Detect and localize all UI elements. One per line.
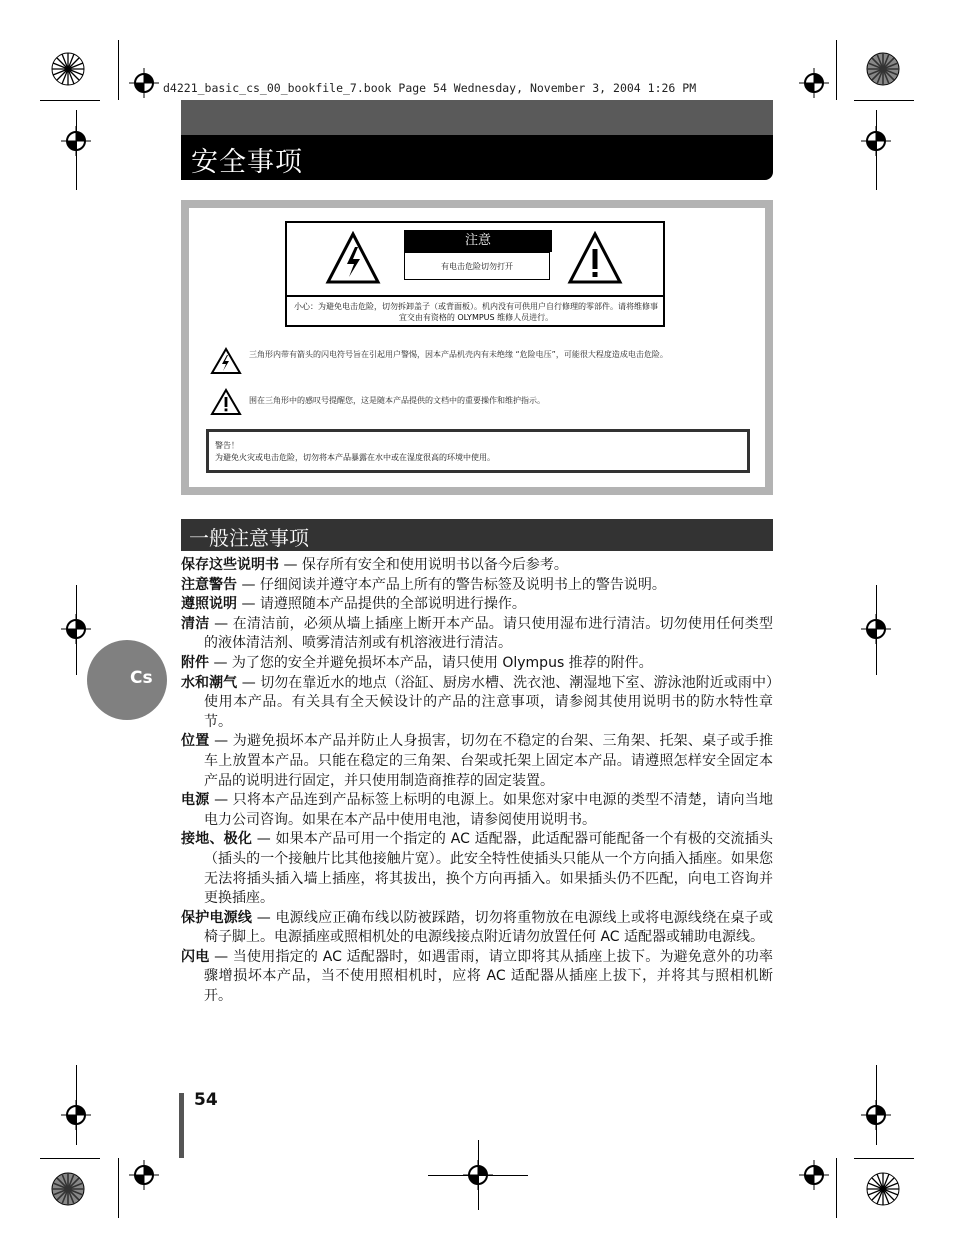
warning-box <box>206 429 750 473</box>
language-tab <box>87 640 167 720</box>
section-heading-band <box>181 519 773 551</box>
color-rosette-icon <box>866 1172 900 1206</box>
caution-note: 小心：为避免电击危险，切勿拆卸盖子（或背面板）。机内没有可供用户自行修理的零部件。请将维修事宜交由有资格的 OLYMPUS 维修人员进行。 <box>294 302 658 322</box>
item-text: — 切勿在靠近水的地点（浴缸、厨房水槽、洗衣池、潮湿地下室、游泳池附近或雨中）使用本产品。有关具有全天候设计的产品的注意事项，请参阅其使用说明书的防水特性章节。 <box>204 674 773 730</box>
list-item <box>181 791 773 830</box>
title-band-top <box>181 100 773 135</box>
language-code: Cs <box>130 668 153 688</box>
item-term: 注意警告 <box>181 576 237 593</box>
item-text: — 在清洁前，必须从墙上插座上断开本产品。请只使用湿布进行清洁。切勿使用任何类型的液体清洁剂、喷雾清洁剂或有机溶液进行清洁。 <box>204 615 774 652</box>
item-text: — 保存所有安全和使用说明书以备今后参考。 <box>279 557 568 573</box>
crop-mark <box>40 1158 100 1159</box>
list-item <box>181 576 773 596</box>
registration-mark-icon <box>799 1160 829 1190</box>
title-band <box>181 135 773 180</box>
list-item <box>181 909 773 948</box>
list-item <box>181 615 773 654</box>
crop-mark <box>836 1158 837 1218</box>
item-term: 接地、极化 <box>181 831 253 848</box>
item-text: — 仔细阅读并遵守本产品上所有的警告标签及说明书上的警告说明。 <box>237 576 666 593</box>
exclamation-warning-icon <box>567 231 623 285</box>
item-text: — 只将本产品连到产品标签上标明的电源上。如果您对家中电源的类型不清楚，请向当地电力公司咨询。如果在本产品中使用电池，请参阅使用说明书。 <box>204 792 774 828</box>
registration-mark-icon <box>61 126 91 156</box>
registration-mark-icon <box>799 68 829 98</box>
crop-mark <box>118 1158 119 1218</box>
item-term: 水和潮气 <box>181 674 238 691</box>
item-text: — 为避免损坏本产品并防止人身损害，切勿在不稳定的台架、三角架、托架、桌子或手推车上放置本产品。只能在稳定的三角架、台架或托架上固定本产品。请遵照怎样安全固定本产品的说明进行固定，并只使用制造商推荐的固定装置。 <box>204 733 774 789</box>
registration-mark-icon <box>129 68 159 98</box>
page-title: 安全事项 <box>191 147 303 178</box>
item-term: 清洁 <box>181 615 210 632</box>
list-item <box>181 732 773 791</box>
item-term: 闪电 <box>181 948 210 965</box>
registration-mark-icon <box>861 126 891 156</box>
item-term: 电源 <box>181 792 210 809</box>
page-number: 54 <box>194 1090 218 1110</box>
warning-text: 为避免火灾或电击危险，切勿将本产品暴露在水中或在湿度很高的环境中使用。 <box>215 453 495 462</box>
crop-mark <box>854 100 914 101</box>
exclamation-warning-icon <box>210 388 242 416</box>
lightning-symbol-description: 三角形内带有箭头的闪电符号旨在引起用户警惕，因本产品机壳内有未绝缘 “危险电压”，可能很大程度造成电击危险。 <box>249 350 668 359</box>
list-item <box>181 830 773 908</box>
list-item <box>181 556 773 576</box>
item-term: 附件 <box>181 654 209 671</box>
caution-label: 注意 <box>404 230 552 252</box>
crop-mark <box>854 1158 914 1159</box>
list-item <box>181 948 773 1007</box>
registration-mark-icon <box>861 614 891 644</box>
file-header: d4221_basic_cs_00_bookfile_7.book Page 54 Wednesday, November 3, 2004 1:26 PM <box>163 81 697 95</box>
page-number-bar <box>179 1093 184 1158</box>
lightning-warning-icon <box>210 347 242 375</box>
registration-mark-icon <box>129 1160 159 1190</box>
registration-mark-icon <box>61 614 91 644</box>
crop-mark <box>40 100 100 101</box>
item-text: — 当使用指定的 AC 适配器时，如遇雷雨，请立即将其从插座上拔下。为避免意外的功率骤增损坏本产品，当不使用照相机时，应将 AC 适配器从插座上拔下，并将其与照相机断开。 <box>204 948 774 1005</box>
registration-mark-icon <box>861 1100 891 1130</box>
item-text: — 为了您的安全并避免损坏本产品，请只使用 Olympus 推荐的附件。 <box>209 654 653 671</box>
list-item <box>181 595 773 615</box>
exclamation-symbol-description: 围在三角形中的感叹号提醒您，这是随本产品提供的文档中的重要操作和维护指示。 <box>249 396 545 405</box>
list-item <box>181 654 773 674</box>
crop-mark <box>118 40 119 100</box>
caution-subtext: 有电击危险切勿打开 <box>404 252 550 280</box>
item-text: — 如果本产品可用一个指定的 AC 适配器，此适配器可能配备一个有极的交流插头（插头的一个接触片比其他接触片宽）。此安全特性使插头只能从一个方向插入插座。如果您无法将插头插入墙上插座，将其拔出，换个方向再插入。如果插头仍不匹配，向电工咨询并更换插座。 <box>204 831 773 907</box>
color-rosette-icon <box>51 52 85 86</box>
item-term: 保护电源线 <box>181 909 253 926</box>
section-title: 一般注意事项 <box>189 526 309 550</box>
item-text: — 电源线应正确布线以防被踩踏，切勿将重物放在电源线上或将电源线绕在桌子或椅子脚上。电源插座或照相机处的电源线接点附近请勿放置任何 AC 适配器或辅助电源线。 <box>204 909 773 946</box>
item-text: — 请遵照随本产品提供的全部说明进行操作。 <box>237 596 526 613</box>
lightning-warning-icon <box>325 231 381 285</box>
list-item <box>181 674 773 733</box>
crop-mark <box>836 40 837 100</box>
precautions-list <box>181 556 773 1007</box>
item-term: 保存这些说明书 <box>181 557 279 573</box>
item-term: 遵照说明 <box>181 596 237 613</box>
warning-label: 警告！ <box>215 441 239 450</box>
item-term: 位置 <box>181 733 210 750</box>
caution-label-frame <box>285 221 665 327</box>
color-rosette-icon <box>866 52 900 86</box>
caution-divider <box>287 295 663 297</box>
registration-mark-icon <box>463 1160 493 1190</box>
color-rosette-icon <box>51 1172 85 1206</box>
registration-mark-icon <box>61 1100 91 1130</box>
